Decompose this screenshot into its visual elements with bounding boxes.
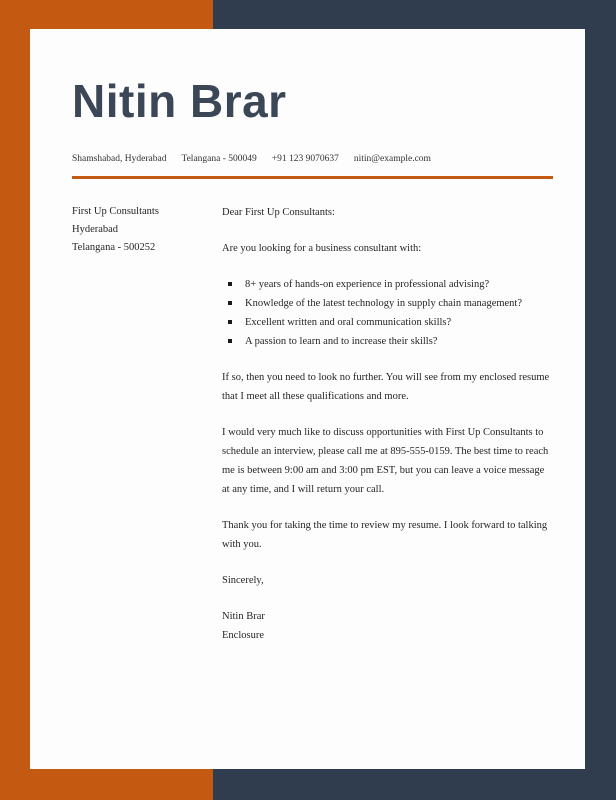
qualification-item: [228, 275, 553, 294]
qualification-text: Excellent written and oral communication skills?: [245, 316, 452, 328]
qualification-text: 8+ years of hands-on experience in professional advising?: [245, 278, 490, 290]
applicant-name: Nitin Brar: [72, 75, 287, 127]
document-page: [30, 29, 585, 769]
contact-info: [72, 154, 553, 164]
frame-left-orange-bar: [0, 0, 30, 800]
qualification-list: [222, 275, 553, 351]
enclosure-note: Enclosure: [222, 629, 264, 641]
letter-paragraph: Thank you for taking the time to review my resume. I look forward to talking with you.: [222, 519, 548, 550]
qualification-item: [228, 294, 553, 313]
bullet-square-icon: [228, 339, 232, 343]
contact-phone: +91 123 9070637: [271, 153, 339, 164]
letter-paragraph: If so, then you need to look no further. You will see from my enclosed resume that I meet all these qualifications and more.: [222, 371, 550, 402]
header-divider: [72, 176, 553, 179]
bullet-square-icon: [228, 301, 232, 305]
letter-body-grid: [72, 203, 553, 645]
contact-location: Shamshabad, Hyderabad: [72, 153, 167, 164]
letter-paragraph: I would very much like to discuss opportunities with First Up Consultants to schedule an interview, please call me at 895-555-0159. The best time to reach me is between 9:00 am and 3:00 pm EST, but you can leave a voice message at any time, and I will return your call.: [222, 426, 549, 495]
frame-bottom-orange-band: [0, 769, 213, 800]
qualification-item: [228, 332, 553, 351]
bullet-square-icon: [228, 320, 232, 324]
closing-line: Sincerely,: [222, 574, 264, 586]
recipient-line: First Up Consultants: [72, 205, 159, 217]
letter-content: [222, 203, 553, 645]
signature-name: Nitin Brar: [222, 610, 265, 622]
contact-region-pin: Telangana - 500049: [181, 153, 257, 164]
salutation: Dear First Up Consultants:: [222, 206, 335, 218]
contact-email: nitin@example.com: [353, 153, 431, 164]
qualification-text: Knowledge of the latest technology in supply chain management?: [245, 297, 523, 309]
qualification-item: [228, 313, 553, 332]
bullet-square-icon: [228, 282, 232, 286]
frame-top-orange-band: [0, 0, 213, 29]
recipient-address: [72, 203, 222, 645]
letter-header: [72, 76, 553, 179]
signature-block: [222, 607, 553, 645]
opening-line: Are you looking for a business consultant with:: [222, 242, 422, 254]
frame-bottom-navy-band: [213, 769, 616, 800]
qualification-text: A passion to learn and to increase their skills?: [245, 335, 438, 347]
recipient-line: Hyderabad: [72, 223, 119, 235]
frame-top-navy-band: [213, 0, 616, 29]
frame-right-navy-bar: [585, 0, 616, 800]
recipient-line: Telangana - 500252: [72, 241, 156, 253]
